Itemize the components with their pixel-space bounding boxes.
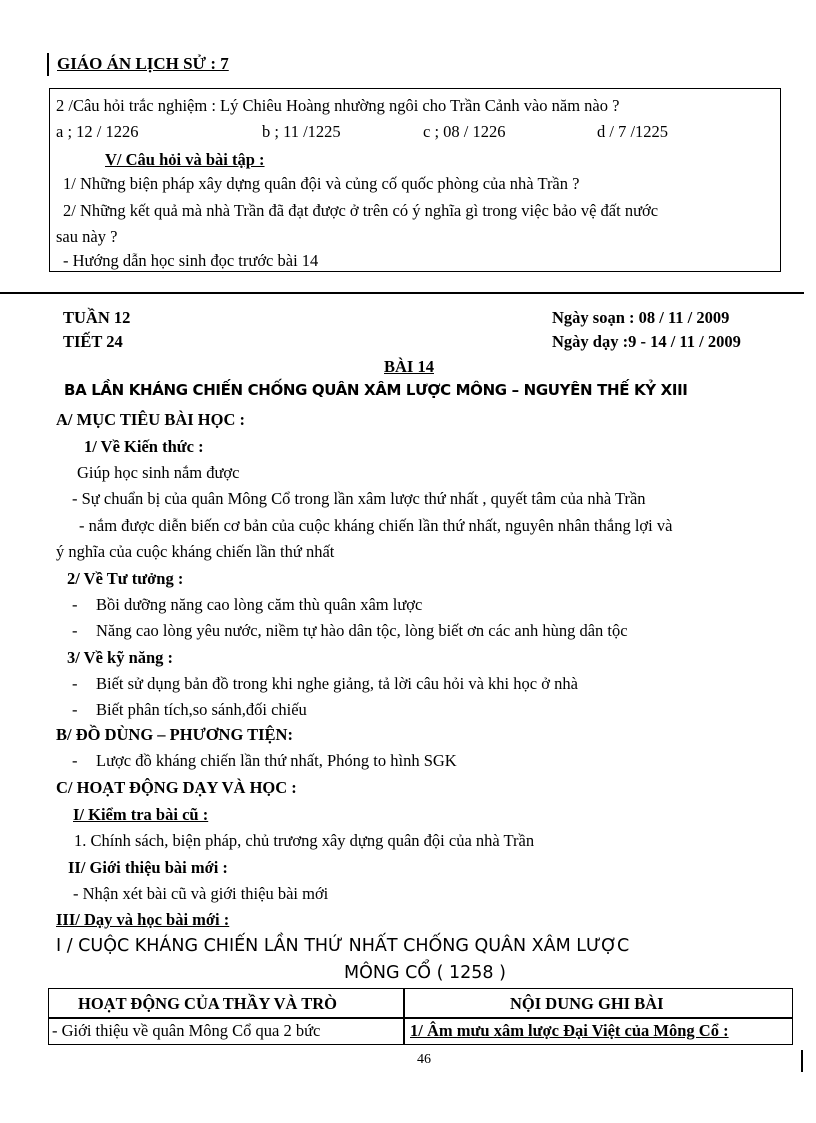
knowledge-line-4: ý nghĩa của cuộc kháng chiến lần thứ nhất bbox=[56, 542, 335, 561]
table-cell-content: 1/ Âm mưu xâm lược Đại Việt của Mông Cổ : bbox=[410, 1021, 729, 1040]
right-margin-bar bbox=[801, 1050, 803, 1072]
table-header-activity: HOẠT ĐỘNG CỦA THẦY VÀ TRÒ bbox=[78, 994, 338, 1013]
section-b-heading: B/ ĐỒ DÙNG – PHƯƠNG TIỆN: bbox=[56, 725, 293, 744]
section-c-heading: C/ HOẠT ĐỘNG DẠY VÀ HỌC : bbox=[56, 778, 297, 797]
knowledge-line-1: Giúp học sinh nắm được bbox=[77, 463, 240, 482]
skills-bullet-2: - bbox=[72, 700, 78, 719]
table-header-content: NỘI DUNG GHI BÀI bbox=[510, 994, 664, 1013]
lesson-title: BA LẦN KHÁNG CHIẾN CHỐNG QUÂN XÂM LƯỢC MÔNG – NGUYÊN THẾ KỶ XIII bbox=[64, 381, 688, 399]
lesson-number: BÀI 14 bbox=[384, 357, 434, 376]
part-title-line-2: MÔNG CỔ ( 1258 ) bbox=[344, 963, 506, 983]
quiz-question: 2 /Câu hỏi trắc nghiệm : Lý Chiêu Hoàng nhường ngôi cho Trần Cảnh vào năm nào ? bbox=[56, 96, 620, 115]
table-cell-activity: - Giới thiệu về quân Mông Cổ qua 2 bức bbox=[52, 1021, 321, 1040]
review-heading: I/ Kiểm tra bài cũ : bbox=[73, 805, 209, 824]
intro-line-1: - Nhận xét bài cũ và giới thiệu bài mới bbox=[73, 884, 329, 903]
review-line-1: 1. Chính sách, biện pháp, chủ trương xây dựng quân đội của nhà Trần bbox=[74, 831, 535, 850]
ideology-bullet-1: - bbox=[72, 595, 78, 614]
skills-subheading: 3/ Về kỹ năng : bbox=[67, 648, 174, 667]
knowledge-line-2: - Sự chuẩn bị của quân Mông Cổ trong lần xâm lược thứ nhất , quyết tâm của nhà Trần bbox=[72, 489, 646, 508]
week-label: TUẦN 12 bbox=[63, 308, 131, 327]
separator-line bbox=[0, 292, 804, 294]
exercise-2-line2: sau này ? bbox=[56, 227, 118, 246]
quiz-option-b: b ; 11 /1225 bbox=[262, 122, 341, 141]
ideology-line-1: Bồi dưỡng năng cao lòng căm thù quân xâm lược bbox=[96, 595, 423, 614]
quiz-option-c: c ; 08 / 1226 bbox=[423, 122, 506, 141]
materials-line: Lược đồ kháng chiến lần thứ nhất, Phóng to hình SGK bbox=[96, 751, 457, 770]
skills-bullet-1: - bbox=[72, 674, 78, 693]
ideology-bullet-2: - bbox=[72, 621, 78, 640]
new-lesson-heading: III/ Dạy và học bài mới : bbox=[56, 910, 230, 929]
table-row-divider bbox=[49, 1017, 792, 1019]
skills-line-2: Biết phân tích,so sánh,đối chiếu bbox=[96, 700, 307, 719]
period-label: TIẾT 24 bbox=[63, 332, 123, 351]
header-bar bbox=[47, 53, 49, 76]
quiz-option-a: a ; 12 / 1226 bbox=[56, 122, 139, 141]
page-number: 46 bbox=[417, 1052, 431, 1067]
header-title: GIÁO ÁN LỊCH SỬ : 7 bbox=[57, 54, 229, 73]
skills-line-1: Biết sử dụng bản đồ trong khi nghe giảng, tả lời câu hỏi và khi học ở nhà bbox=[96, 674, 578, 693]
compose-date: Ngày soạn : 08 / 11 / 2009 bbox=[552, 308, 730, 327]
quiz-option-d: d / 7 /1225 bbox=[597, 122, 669, 141]
ideology-subheading: 2/ Về Tư tưởng : bbox=[67, 569, 184, 588]
exercise-1: 1/ Những biện pháp xây dựng quân đội và củng cố quốc phòng của nhà Trần ? bbox=[63, 174, 580, 193]
ideology-line-2: Năng cao lòng yêu nước, niềm tự hào dân tộc, lòng biết ơn các anh hùng dân tộc bbox=[96, 621, 628, 640]
knowledge-subheading: 1/ Về Kiến thức : bbox=[84, 437, 204, 456]
materials-bullet: - bbox=[72, 751, 78, 770]
section-a-heading: A/ MỤC TIÊU BÀI HỌC : bbox=[56, 410, 246, 429]
part-title-line-1: I / CUỘC KHÁNG CHIẾN LẦN THỨ NHẤT CHỐNG QUÂN XÂM LƯỢC bbox=[56, 936, 630, 956]
exercise-2-line1: 2/ Những kết quả mà nhà Trần đã đạt được ở trên có ý nghĩa gì trong việc bảo vệ đất nước bbox=[63, 201, 659, 220]
intro-heading: II/ Giới thiệu bài mới : bbox=[68, 858, 228, 877]
knowledge-line-3: - nắm được diễn biến cơ bản của cuộc kháng chiến lần thứ nhất, nguyên nhân thắng lợi và bbox=[79, 516, 673, 535]
reading-guide: - Hướng dẫn học sinh đọc trước bài 14 bbox=[63, 251, 319, 270]
teach-date: Ngày dạy :9 - 14 / 11 / 2009 bbox=[552, 332, 741, 351]
section-v-heading: V/ Câu hỏi và bài tập : bbox=[105, 150, 265, 169]
